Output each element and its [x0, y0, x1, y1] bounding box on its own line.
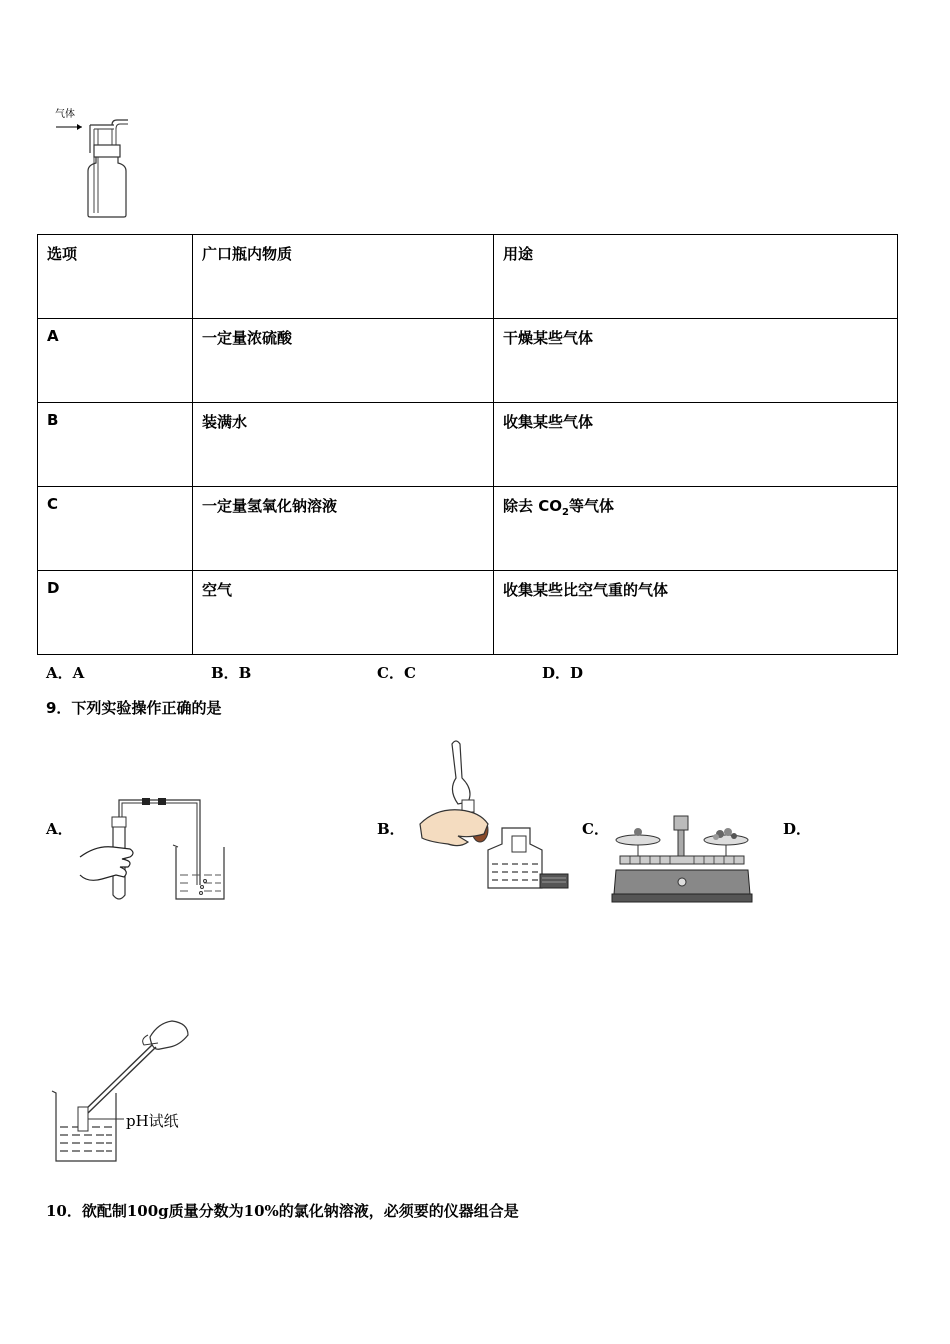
gas-bottle-figure [52, 105, 142, 223]
choice-d[interactable]: D．D [542, 664, 584, 682]
table-row [38, 487, 898, 571]
table-row [38, 571, 898, 655]
gas-label: 气体 [55, 109, 75, 120]
choice-a[interactable]: A．A [46, 664, 85, 682]
table-cell: 干燥某些气体 [494, 319, 898, 403]
figure-balance [610, 812, 755, 908]
q9-label-b[interactable]: B． [377, 820, 405, 838]
table-cell: B [38, 403, 193, 487]
table-row [38, 319, 898, 403]
choice-c[interactable]: C．C [377, 664, 416, 682]
figure-dropper-bottle [418, 738, 578, 893]
table-header-row [38, 235, 898, 319]
cell-text: 除去 [503, 497, 534, 515]
q9-label-d[interactable]: D． [783, 820, 812, 838]
q9-label-a[interactable]: A． [46, 820, 73, 838]
table-header-cell: 用途 [494, 235, 898, 319]
table-cell: 收集某些气体 [494, 403, 898, 487]
table-row [38, 403, 898, 487]
table-cell: 一定量氢氧化钠溶液 [193, 487, 494, 571]
table-cell: D [38, 571, 193, 655]
table-cell: 一定量浓硫酸 [193, 319, 494, 403]
table-cell: C [38, 487, 193, 571]
figure-ph-test [48, 1015, 198, 1165]
table-cell: 空气 [193, 571, 494, 655]
question-9-stem: 9．下列实验操作正确的是 [46, 699, 222, 717]
table-cell [494, 487, 898, 571]
choice-b[interactable]: B．B [211, 664, 252, 682]
table-header-cell: 广口瓶内物质 [193, 235, 494, 319]
table-cell: A [38, 319, 193, 403]
cell-text: 等气体 [568, 497, 614, 515]
table-cell: 收集某些比空气重的气体 [494, 571, 898, 655]
table-header-cell: 选项 [38, 235, 193, 319]
question-10-stem: 10．欲配制100g质量分数为10%的氯化钠溶液，必须要的仪器组合是 [46, 1202, 519, 1220]
ph-paper-label: pH试纸 [126, 1112, 179, 1130]
options-table [37, 234, 898, 655]
formula-co: CO [538, 497, 563, 515]
q9-label-c[interactable]: C． [582, 820, 609, 838]
formula-subscript: 2 [562, 507, 569, 518]
table-cell: 装满水 [193, 403, 494, 487]
figure-airtightness-check [78, 795, 248, 905]
